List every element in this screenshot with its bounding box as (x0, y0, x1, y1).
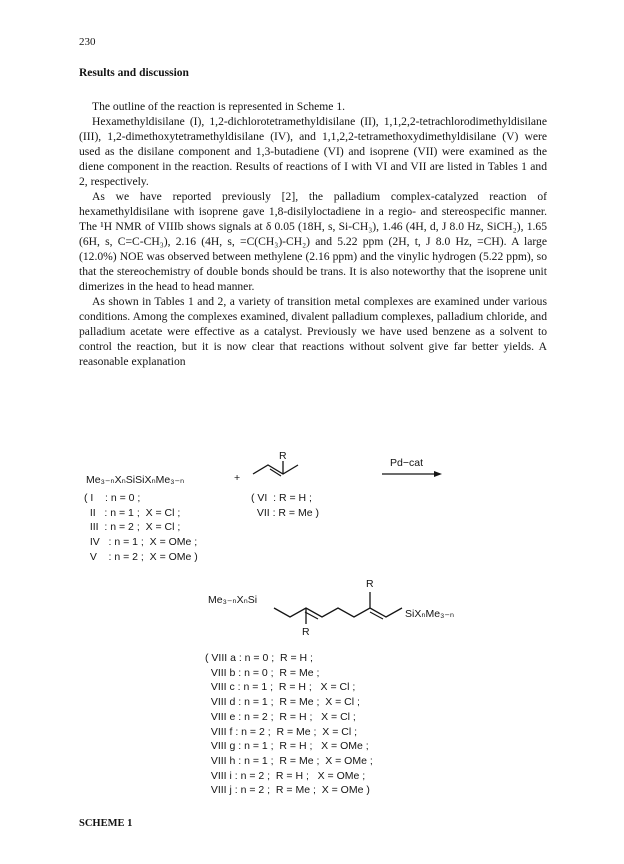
list-item: VIII e : n = 2 ; R = H ; X = Cl ; (205, 710, 356, 723)
scheme-caption: SCHEME 1 (79, 818, 133, 829)
list-item: VIII f : n = 2 ; R = Me ; X = Cl ; (205, 725, 358, 738)
list-item: III : n = 2 ; X = Cl ; (84, 521, 181, 534)
reaction-arrow-head (434, 471, 442, 477)
section-heading: Results and discussion (79, 67, 189, 79)
product-left-group: Me₃₋ₙXₙSi (208, 594, 258, 606)
list-item: VIII c : n = 1 ; R = H ; X = Cl ; (205, 681, 356, 694)
product-substituent-top: R (366, 578, 374, 590)
list-item: ( I : n = 0 ; (84, 492, 141, 504)
paragraph: As we have reported previously [2], the palladium complex-catalyzed reaction of hexamethyldisilane with isoprene gave 1,8-disilyloctadiene in a regio- and stereospecific manner. The ¹H NMR of VIIIb shows signals at δ 0.05 (18H, s, Si-CH₃), 1.46 (4H, d, J 8.0 Hz, SiCH₂), 1.65 (6H, s, C=C-CH₃), 2.16 (4H, s, =C(CH₃)-CH₂) and 5.22 ppm (2H, t, J 8.0 Hz, =CH). A large (12.0%) NOE was observed between methylene (2.16 ppm) and the vinylic hydrogen (5.22 ppm), so that the stereochemistry of double bonds should be trans. It is also noteworthy that the isoprene unit dimerizes in the head to head manner. (79, 190, 547, 293)
list-item: VIII i : n = 2 ; R = H ; X = OMe ; (205, 769, 366, 782)
list-item: IV : n = 1 ; X = OMe ; (84, 536, 198, 549)
diene-substituent-label: R (279, 450, 287, 462)
plus-sign: + (234, 472, 241, 484)
page-number: 230 (79, 36, 96, 48)
product-list (205, 651, 373, 798)
list-item: VIII h : n = 1 ; R = Me ; X = OMe ; (205, 754, 373, 767)
product-skeleton (274, 608, 402, 617)
list-item: VII : R = Me ) (251, 506, 319, 519)
list-item: VIII b : n = 0 ; R = Me ; (205, 666, 320, 679)
catalyst-label: Pd−cat (390, 457, 423, 469)
paragraph: As shown in Tables 1 and 2, a variety of transition metal complexes are examined under various conditions. Among the complexes examined, divalent palladium complexes, palladium chloride, and palladium acetate were effective as a catalyst. Previously we have used benzene as a solvent to control the reaction, but it is now clear that reactions without solvent give far better yields. A reasonable explanation (79, 295, 547, 368)
list-item: VIII d : n = 1 ; R = Me ; X = Cl ; (205, 696, 360, 709)
product-substituent-bottom: R (302, 626, 310, 638)
disilane-formula: Me₃₋ₙXₙSiSiXₙMe₃₋ₙ (86, 474, 185, 486)
paragraph: The outline of the reaction is represented in Scheme 1. (92, 100, 346, 113)
product-right-group: SiXₙMe₃₋ₙ (405, 608, 455, 620)
list-item: II : n = 1 ; X = Cl ; (84, 506, 181, 519)
list-item: V : n = 2 ; X = OMe ) (84, 550, 198, 563)
disilane-list (84, 491, 198, 565)
list-item: VIII g : n = 1 ; R = H ; X = OMe ; (205, 740, 369, 753)
paragraph: Hexamethyldisilane (I), 1,2-dichlorotetramethyldisilane (II), 1,1,2,2-tetrachlorodimethyldisilane (III), 1,2-dimethoxytetramethyldisilane (IV), and 1,1,2,2-tetramethoxydimethyldisilane (V) were used as the disilane component and 1,3-butadiene (VI) and isoprene (VII) were examined as the diene component in the reaction. Results of reactions of I with VI and VII are listed in Tables 1 and 2, respectively. (79, 115, 547, 188)
diene-list (251, 491, 319, 520)
list-item: VIII j : n = 2 ; R = Me ; X = OMe ) (205, 784, 370, 797)
list-item: ( VIII a : n = 0 ; R = H ; (205, 652, 313, 664)
list-item: ( VI : R = H ; (251, 492, 312, 504)
product-double-bond-right (370, 612, 383, 619)
